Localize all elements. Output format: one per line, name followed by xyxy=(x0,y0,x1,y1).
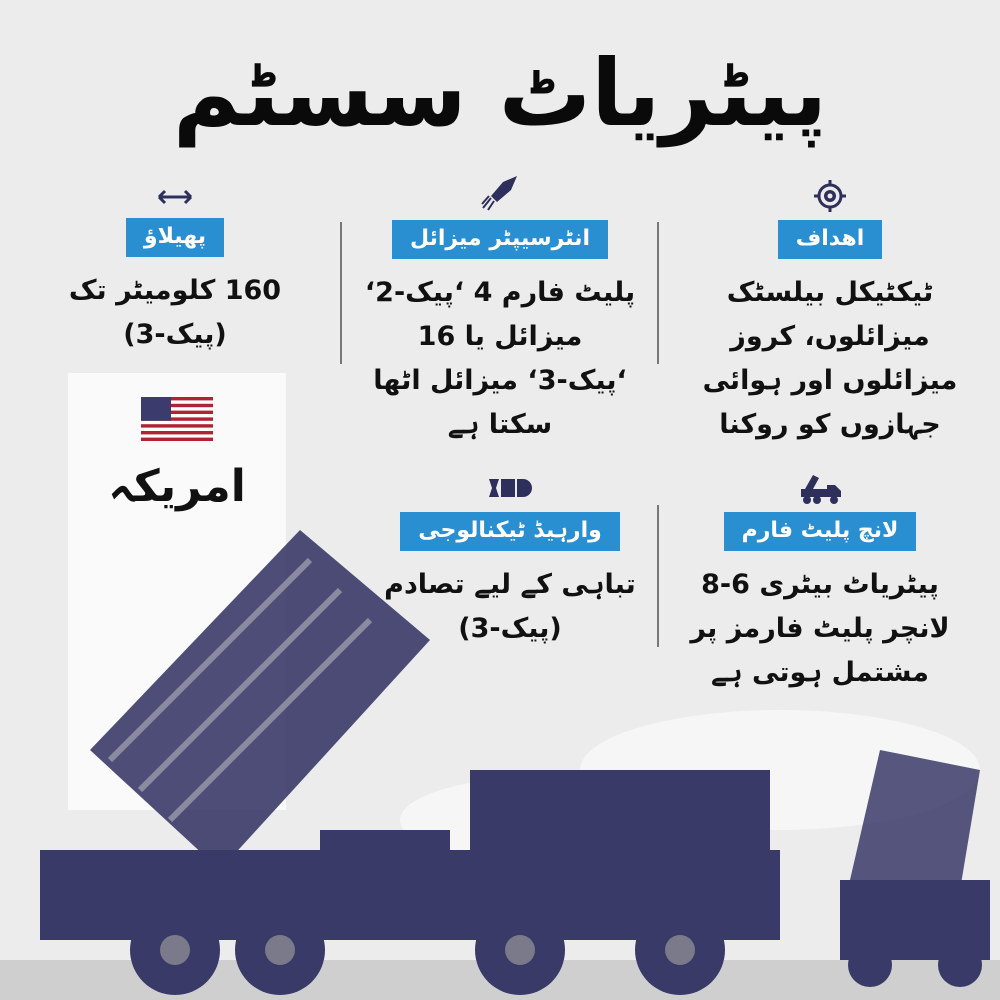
section-label: پھیلاؤ xyxy=(126,218,224,257)
section-text: (پیک-3) xyxy=(458,613,562,644)
section-text: پلیٹ فارم 4 ‘پیک-2‘ xyxy=(364,277,636,308)
warhead-icon xyxy=(380,470,640,506)
section-text: میزائل یا 16 xyxy=(417,321,583,352)
section-text: 160 کلومیٹر تک xyxy=(68,275,282,306)
country-name: امریکہ xyxy=(108,461,246,512)
section-label: اهداف xyxy=(778,220,883,259)
section-label: لانچ پلیٹ فارم xyxy=(724,512,917,551)
section-interceptor xyxy=(355,172,645,447)
section-text: سکتا ہے xyxy=(447,409,553,440)
page-title: پیٹریاٹ سسٹم xyxy=(172,40,828,147)
section-text: پیٹریاٹ بیٹری 6-8 xyxy=(701,569,939,600)
section-text: تباہی کے لیے تصادم xyxy=(384,569,636,600)
divider xyxy=(657,222,659,364)
section-label: انٹرسیپٹر میزائل xyxy=(392,220,608,259)
section-label: وارہیڈ ٹیکنالوجی xyxy=(400,512,620,551)
divider xyxy=(340,222,342,364)
section-text: مشتمل ہوتی ہے xyxy=(710,657,930,688)
patriot-launcher-image xyxy=(0,520,1000,1000)
section-text: جہازوں کو روکنا xyxy=(719,409,941,440)
double-arrow-icon xyxy=(60,182,290,212)
section-targets xyxy=(700,178,960,447)
section-text: میزائلوں، کروز xyxy=(730,321,930,352)
section-text: (پیک-3) xyxy=(123,319,227,350)
section-text: ‘پیک-3‘ میزائل اٹھا xyxy=(373,365,627,396)
rocket-icon xyxy=(355,172,645,214)
section-text: میزائلوں اور ہوائی xyxy=(702,365,958,396)
us-flag-icon xyxy=(141,397,213,441)
section-text: ٹیکٹیکل بیلسٹک xyxy=(726,277,934,308)
section-range xyxy=(60,182,290,357)
target-icon xyxy=(700,178,960,214)
section-text: لانچر پلیٹ فارمز پر xyxy=(690,613,950,644)
launcher-truck-icon xyxy=(690,470,950,506)
